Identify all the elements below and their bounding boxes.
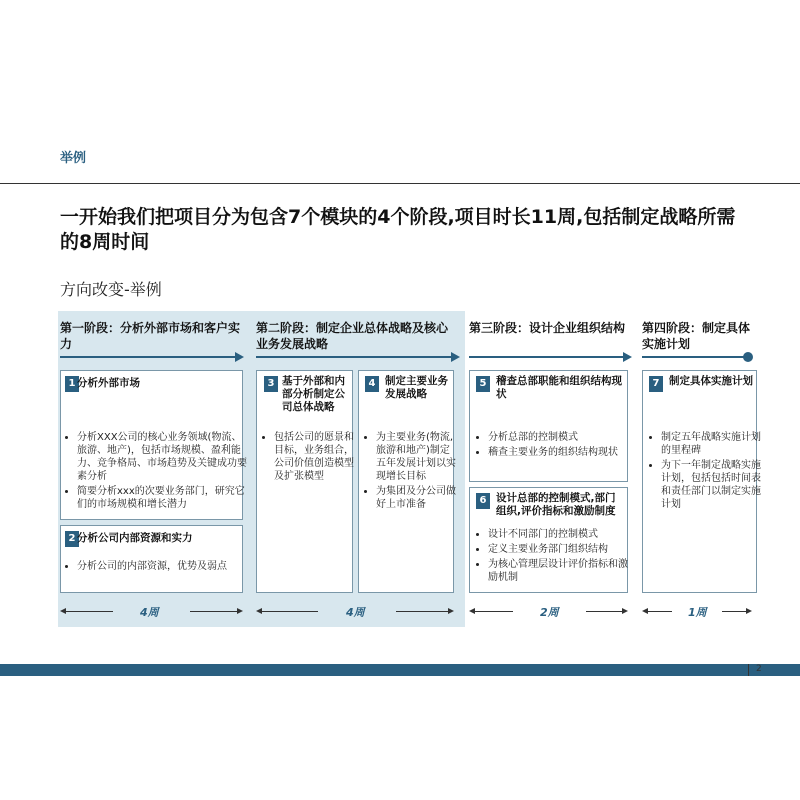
module-7-card: [642, 370, 761, 593]
phase-1-arrow: [60, 356, 236, 358]
module-1-card: [60, 370, 247, 520]
page-title: 一开始我们把项目分为包含7个模块的4个阶段,项目时长11周,包括制定战略所需的8周时间: [60, 206, 736, 253]
module-4-title: 制定主要业务发展战略: [385, 375, 448, 400]
duration-4-left-line: [648, 611, 672, 612]
list-item: • 为集团及分公司做好上市准备: [376, 485, 458, 511]
module-5-bullets: [476, 431, 633, 461]
phase-4-arrow: [642, 356, 746, 358]
duration-1-right-arrow: [237, 608, 243, 614]
list-item: • 稽查主要业务的组织结构现状: [488, 446, 633, 459]
list-item: • 为下一年制定战略实施计划，包括包括时间表和责任部门以制定实施计划: [661, 459, 761, 511]
list-item: • 制定五年战略实施计划的里程碑: [661, 431, 761, 457]
module-4-bullets: [364, 431, 458, 513]
duration-3-left-line: [475, 611, 513, 612]
duration-1-left-line: [66, 611, 113, 612]
module-3-title: 基于外部和内部分析制定公司总体战略: [282, 375, 345, 413]
module-6-title: 设计总部的控制模式,部门组织,评价指标和激励制度: [496, 492, 616, 517]
phase-1-label: 第一阶段：分析外部市场和客户实力: [60, 321, 241, 351]
duration-3-right-arrow: [622, 608, 628, 614]
duration-3-label: 2周: [540, 606, 559, 619]
module-2-title: 分析公司内部资源和实力: [77, 532, 193, 544]
example-tag: 举例: [60, 151, 87, 166]
footer-bar: [0, 664, 800, 676]
module-6-bullets: [476, 528, 633, 586]
duration-1-label: 4周: [140, 606, 159, 619]
module-7-title: 制定具体实施计划: [669, 375, 753, 387]
duration-2-right-line: [396, 611, 448, 612]
phase-3-label: 第三阶段：设计企业组织结构: [469, 321, 626, 335]
list-item: • 设计不同部门的控制模式: [488, 528, 633, 541]
module-1-title: 分析外部市场: [77, 377, 140, 389]
module-4-card: [358, 370, 454, 593]
module-2-number: 2: [65, 531, 79, 547]
phase-3-arrowhead: [623, 352, 632, 362]
module-6-number: 6: [476, 493, 490, 509]
phase-1-arrowhead: [235, 352, 244, 362]
page-subtitle: 方向改变-举例: [60, 280, 162, 299]
module-7-bullets: [649, 431, 761, 513]
list-item: • 定义主要业务部门组织结构: [488, 543, 633, 556]
list-item: • 分析总部的控制模式: [488, 431, 633, 444]
module-5-number: 5: [476, 376, 490, 392]
phase-3-arrow: [469, 356, 624, 358]
module-1-number: 1: [65, 376, 79, 392]
duration-4-label: 1周: [688, 606, 707, 619]
list-item: • 为主要业务(物流,旅游和地产)制定五年发展计划以实现增长目标: [376, 431, 458, 483]
duration-2-left-line: [262, 611, 318, 612]
duration-1-right-line: [190, 611, 237, 612]
module-5-title: 稽查总部职能和组织结构现状: [496, 375, 622, 400]
module-1-bullets: [65, 431, 247, 513]
page-number-separator: [748, 664, 749, 676]
duration-2-right-arrow: [448, 608, 454, 614]
module-6-card: [469, 487, 628, 593]
header-divider: [0, 183, 800, 184]
phase-4-label: 第四阶段：制定具体实施计划: [642, 321, 751, 351]
module-3-number: 3: [264, 376, 278, 392]
timeline-end-dot: [743, 352, 753, 362]
module-5-card: [469, 370, 628, 482]
page-number: 2: [756, 664, 762, 674]
module-3-bullets: [262, 431, 356, 485]
module-3-card: [256, 370, 353, 593]
duration-4-right-line: [722, 611, 746, 612]
list-item: • 为核心管理层设计评价指标和激励机制: [488, 558, 633, 584]
list-item: • 简要分析xxx的次要业务部门，研究它们的市场规模和增长潜力: [77, 485, 247, 511]
module-2-card: [60, 525, 243, 593]
phase-2-arrowhead: [451, 352, 460, 362]
duration-3-right-line: [586, 611, 622, 612]
list-item: • 分析XXX公司的核心业务领域(物流、旅游、地产)，包括市场规模、盈利能力、竞争格局、市场趋势及关键成功要素分析: [77, 431, 247, 483]
phase-2-arrow: [256, 356, 452, 358]
module-4-number: 4: [365, 376, 379, 392]
duration-4-right-arrow: [746, 608, 752, 614]
list-item: • 分析公司的内部资源，优势及弱点: [77, 560, 247, 573]
module-7-number: 7: [649, 376, 663, 392]
phase-2-label: 第二阶段：制定企业总体战略及核心业务发展战略: [256, 321, 449, 351]
list-item: • 包括公司的愿景和目标，业务组合，公司价值创造模型及扩张模型: [274, 431, 356, 483]
module-2-bullets: [65, 560, 247, 575]
duration-2-label: 4周: [346, 606, 365, 619]
